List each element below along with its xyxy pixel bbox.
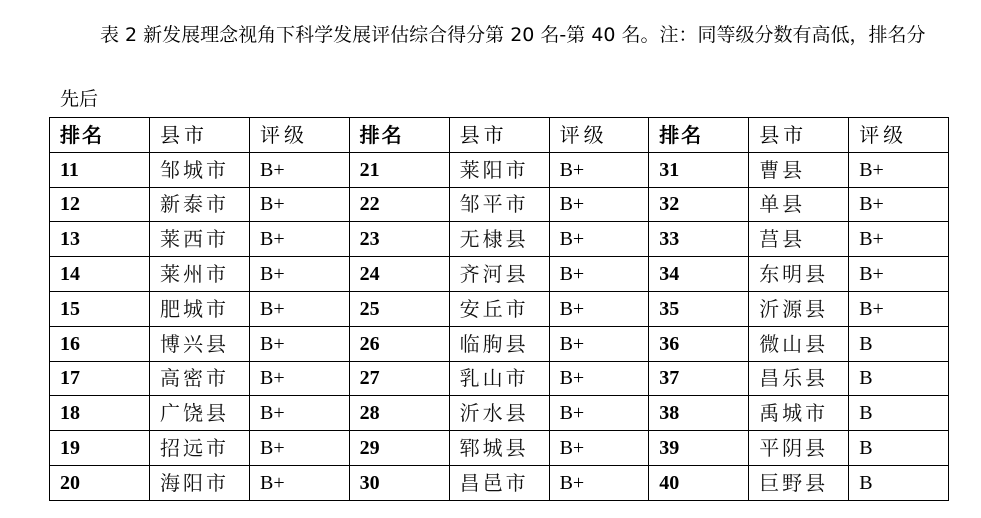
cell-rank: 19	[50, 431, 150, 466]
header-county: 县市	[749, 118, 849, 153]
cell-rank: 36	[649, 326, 749, 361]
cell-grade: B+	[549, 465, 649, 500]
cell-grade: B	[849, 465, 949, 500]
cell-rank: 38	[649, 396, 749, 431]
cell-rank: 40	[649, 465, 749, 500]
cell-grade: B+	[549, 326, 649, 361]
header-grade: 评级	[849, 118, 949, 153]
cell-rank: 34	[649, 257, 749, 292]
table-row	[50, 326, 949, 361]
header-county: 县市	[150, 118, 250, 153]
cell-rank: 25	[349, 291, 449, 326]
cell-grade: B+	[250, 396, 350, 431]
cell-rank: 21	[349, 152, 449, 187]
cell-county: 新泰市	[150, 187, 250, 222]
cell-rank: 16	[50, 326, 150, 361]
table-row	[50, 396, 949, 431]
cell-grade: B	[849, 396, 949, 431]
cell-rank: 12	[50, 187, 150, 222]
header-grade: 评级	[549, 118, 649, 153]
cell-grade: B+	[549, 257, 649, 292]
cell-rank: 22	[349, 187, 449, 222]
table-row	[50, 187, 949, 222]
table-caption-continuation: 先后	[60, 88, 99, 110]
cell-grade: B+	[549, 361, 649, 396]
table-row	[50, 431, 949, 466]
cell-rank: 27	[349, 361, 449, 396]
table-row	[50, 152, 949, 187]
cell-county: 招远市	[150, 431, 250, 466]
cell-county: 微山县	[749, 326, 849, 361]
cell-county: 肥城市	[150, 291, 250, 326]
cell-rank: 37	[649, 361, 749, 396]
cell-grade: B+	[549, 396, 649, 431]
cell-county: 博兴县	[150, 326, 250, 361]
cell-county: 无棣县	[449, 222, 549, 257]
cell-rank: 39	[649, 431, 749, 466]
cell-county: 高密市	[150, 361, 250, 396]
table-caption: 表 2 新发展理念视角下科学发展评估综合得分第 20 名-第 40 名。注：同等级分数有高低，排名分	[100, 24, 926, 46]
cell-grade: B+	[250, 361, 350, 396]
cell-rank: 26	[349, 326, 449, 361]
cell-rank: 30	[349, 465, 449, 500]
table-header-row	[50, 118, 949, 153]
table-row	[50, 361, 949, 396]
cell-county: 邹城市	[150, 152, 250, 187]
cell-grade: B+	[250, 431, 350, 466]
table-row	[50, 257, 949, 292]
cell-county: 郓城县	[449, 431, 549, 466]
cell-rank: 32	[649, 187, 749, 222]
cell-grade: B+	[250, 465, 350, 500]
cell-grade: B	[849, 326, 949, 361]
cell-grade: B+	[849, 291, 949, 326]
cell-grade: B+	[849, 257, 949, 292]
cell-grade: B+	[849, 187, 949, 222]
cell-county: 莱西市	[150, 222, 250, 257]
cell-county: 莒县	[749, 222, 849, 257]
cell-grade: B+	[549, 187, 649, 222]
cell-grade: B	[849, 361, 949, 396]
cell-grade: B+	[549, 222, 649, 257]
cell-county: 禹城市	[749, 396, 849, 431]
cell-county: 平阴县	[749, 431, 849, 466]
cell-rank: 33	[649, 222, 749, 257]
header-rank: 排名	[649, 118, 749, 153]
cell-grade: B+	[549, 431, 649, 466]
cell-grade: B+	[250, 291, 350, 326]
cell-rank: 23	[349, 222, 449, 257]
cell-rank: 31	[649, 152, 749, 187]
cell-rank: 15	[50, 291, 150, 326]
cell-grade: B+	[250, 326, 350, 361]
cell-rank: 14	[50, 257, 150, 292]
cell-grade: B+	[849, 152, 949, 187]
header-grade: 评级	[250, 118, 350, 153]
cell-county: 巨野县	[749, 465, 849, 500]
cell-rank: 20	[50, 465, 150, 500]
cell-grade: B+	[250, 257, 350, 292]
cell-county: 单县	[749, 187, 849, 222]
ranking-table	[49, 117, 949, 501]
cell-county: 莱州市	[150, 257, 250, 292]
cell-rank: 24	[349, 257, 449, 292]
cell-rank: 11	[50, 152, 150, 187]
table-row	[50, 291, 949, 326]
cell-rank: 18	[50, 396, 150, 431]
cell-rank: 35	[649, 291, 749, 326]
cell-rank: 13	[50, 222, 150, 257]
cell-county: 曹县	[749, 152, 849, 187]
cell-grade: B+	[849, 222, 949, 257]
cell-county: 齐河县	[449, 257, 549, 292]
cell-county: 莱阳市	[449, 152, 549, 187]
cell-county: 临朐县	[449, 326, 549, 361]
cell-county: 昌乐县	[749, 361, 849, 396]
cell-county: 邹平市	[449, 187, 549, 222]
table-row	[50, 222, 949, 257]
cell-grade: B+	[250, 222, 350, 257]
cell-rank: 29	[349, 431, 449, 466]
cell-grade: B+	[549, 291, 649, 326]
header-county: 县市	[449, 118, 549, 153]
cell-county: 海阳市	[150, 465, 250, 500]
table-row	[50, 465, 949, 500]
header-rank: 排名	[50, 118, 150, 153]
cell-rank: 28	[349, 396, 449, 431]
cell-rank: 17	[50, 361, 150, 396]
cell-county: 广饶县	[150, 396, 250, 431]
cell-county: 乳山市	[449, 361, 549, 396]
cell-county: 昌邑市	[449, 465, 549, 500]
cell-county: 安丘市	[449, 291, 549, 326]
cell-grade: B+	[549, 152, 649, 187]
cell-county: 沂水县	[449, 396, 549, 431]
header-rank: 排名	[349, 118, 449, 153]
cell-grade: B+	[250, 152, 350, 187]
cell-grade: B	[849, 431, 949, 466]
cell-county: 东明县	[749, 257, 849, 292]
cell-county: 沂源县	[749, 291, 849, 326]
cell-grade: B+	[250, 187, 350, 222]
